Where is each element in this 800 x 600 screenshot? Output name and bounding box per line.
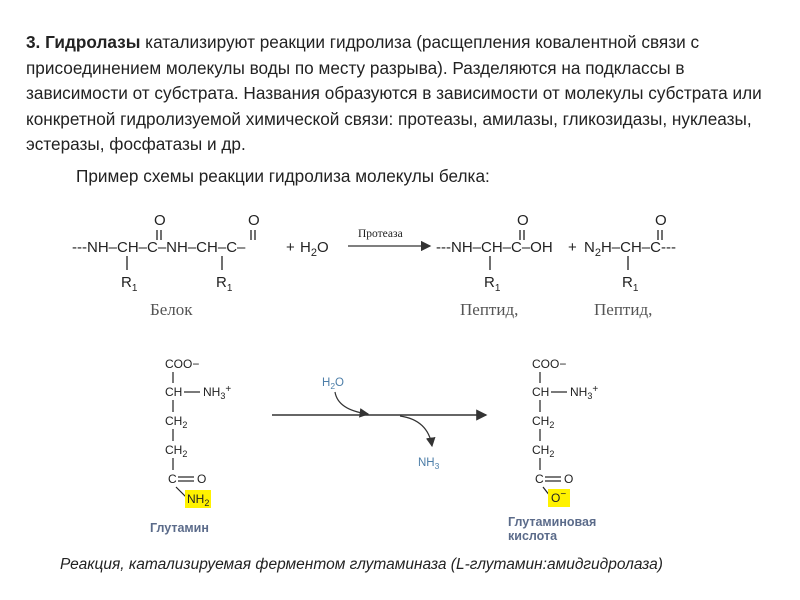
oxygen-label: O xyxy=(655,212,667,229)
alpha-carbon: CH xyxy=(165,385,183,399)
product2-label: Пептид, xyxy=(594,300,653,319)
oxygen-label: O xyxy=(248,212,260,229)
carboxylate-oxygen: O− xyxy=(551,489,567,505)
methylene-group: $CH_2$ xyxy=(165,443,188,459)
product1-label: Пептид, xyxy=(460,300,519,319)
reactant-label: Белок xyxy=(150,300,193,319)
r-group: $R_1$ xyxy=(121,274,138,294)
product1-chain: ---NH–CH–C–OH xyxy=(436,239,553,256)
carbonyl-carbon: C xyxy=(168,472,177,486)
carbonyl-carbon: C xyxy=(535,472,544,486)
amide-group: $NH_2$ xyxy=(187,492,210,508)
section-heading: 3. Гидролазы xyxy=(26,32,141,52)
enzyme-label: Протеаза xyxy=(358,228,403,240)
glutamate-structure xyxy=(508,357,598,543)
carboxylate-group: COO− xyxy=(532,357,567,371)
glutamine-structure xyxy=(150,357,231,535)
methylene-group: $CH_2$ xyxy=(165,414,188,430)
r-group: $R_1$ xyxy=(622,274,639,294)
r-group: $R_1$ xyxy=(484,274,501,294)
oxygen-label: O xyxy=(154,212,166,229)
protein-hydrolysis-scheme xyxy=(72,212,676,319)
glutamic-acid-label-line2: кислота xyxy=(508,529,558,543)
reactant-chain: ---NH–CH–C–NH–CH–C– xyxy=(72,239,246,256)
glutamine-label: Глутамин xyxy=(150,521,209,535)
water-input-label: $H_2O$ xyxy=(322,377,344,391)
oxygen-label: O xyxy=(517,212,529,229)
carbonyl-oxygen: O xyxy=(564,472,574,486)
carboxylate-group: COO− xyxy=(165,357,200,371)
alpha-carbon: CH xyxy=(532,385,550,399)
glutamic-acid-label-line1: Глутаминовая xyxy=(508,515,597,529)
glutaminase-scheme xyxy=(150,357,598,543)
example-title: Пример схемы реакции гидролиза молекулы белка: xyxy=(76,166,490,186)
amino-group: $NH_3^+$ xyxy=(203,384,232,401)
methylene-group: $CH_2$ xyxy=(532,443,555,459)
plus-sign: + xyxy=(568,239,577,256)
methylene-group: $CH_2$ xyxy=(532,414,555,430)
r-group: $R_1$ xyxy=(216,274,233,294)
carbonyl-oxygen: O xyxy=(197,472,207,486)
ammonia-output-label: $NH_3$ xyxy=(418,457,440,471)
plus-sign: + xyxy=(286,239,295,256)
paragraph-text: катализируют реакции гидролиза (расщепления ковалентной связи с присоединением молекулы воды по месту разрыва). Разделяются на подклассы в зависимости от субстрата. Названия образуются в зависимости от молекулы субстрата или конкретной гидролизуемой химической связи: протеазы, амилазы, гликозидазы, нуклеазы, эстеразы, фосфатазы и др. xyxy=(26,32,762,154)
water-molecule: $H_2O$ xyxy=(300,239,329,259)
reaction-caption: Реакция, катализируемая ферментом глутаминаза (L-глутамин:амидгидролаза) xyxy=(60,556,663,573)
product2-chain: $N_2H-CH-C---$ xyxy=(584,239,676,259)
amino-group: $NH_3^+$ xyxy=(570,384,599,401)
